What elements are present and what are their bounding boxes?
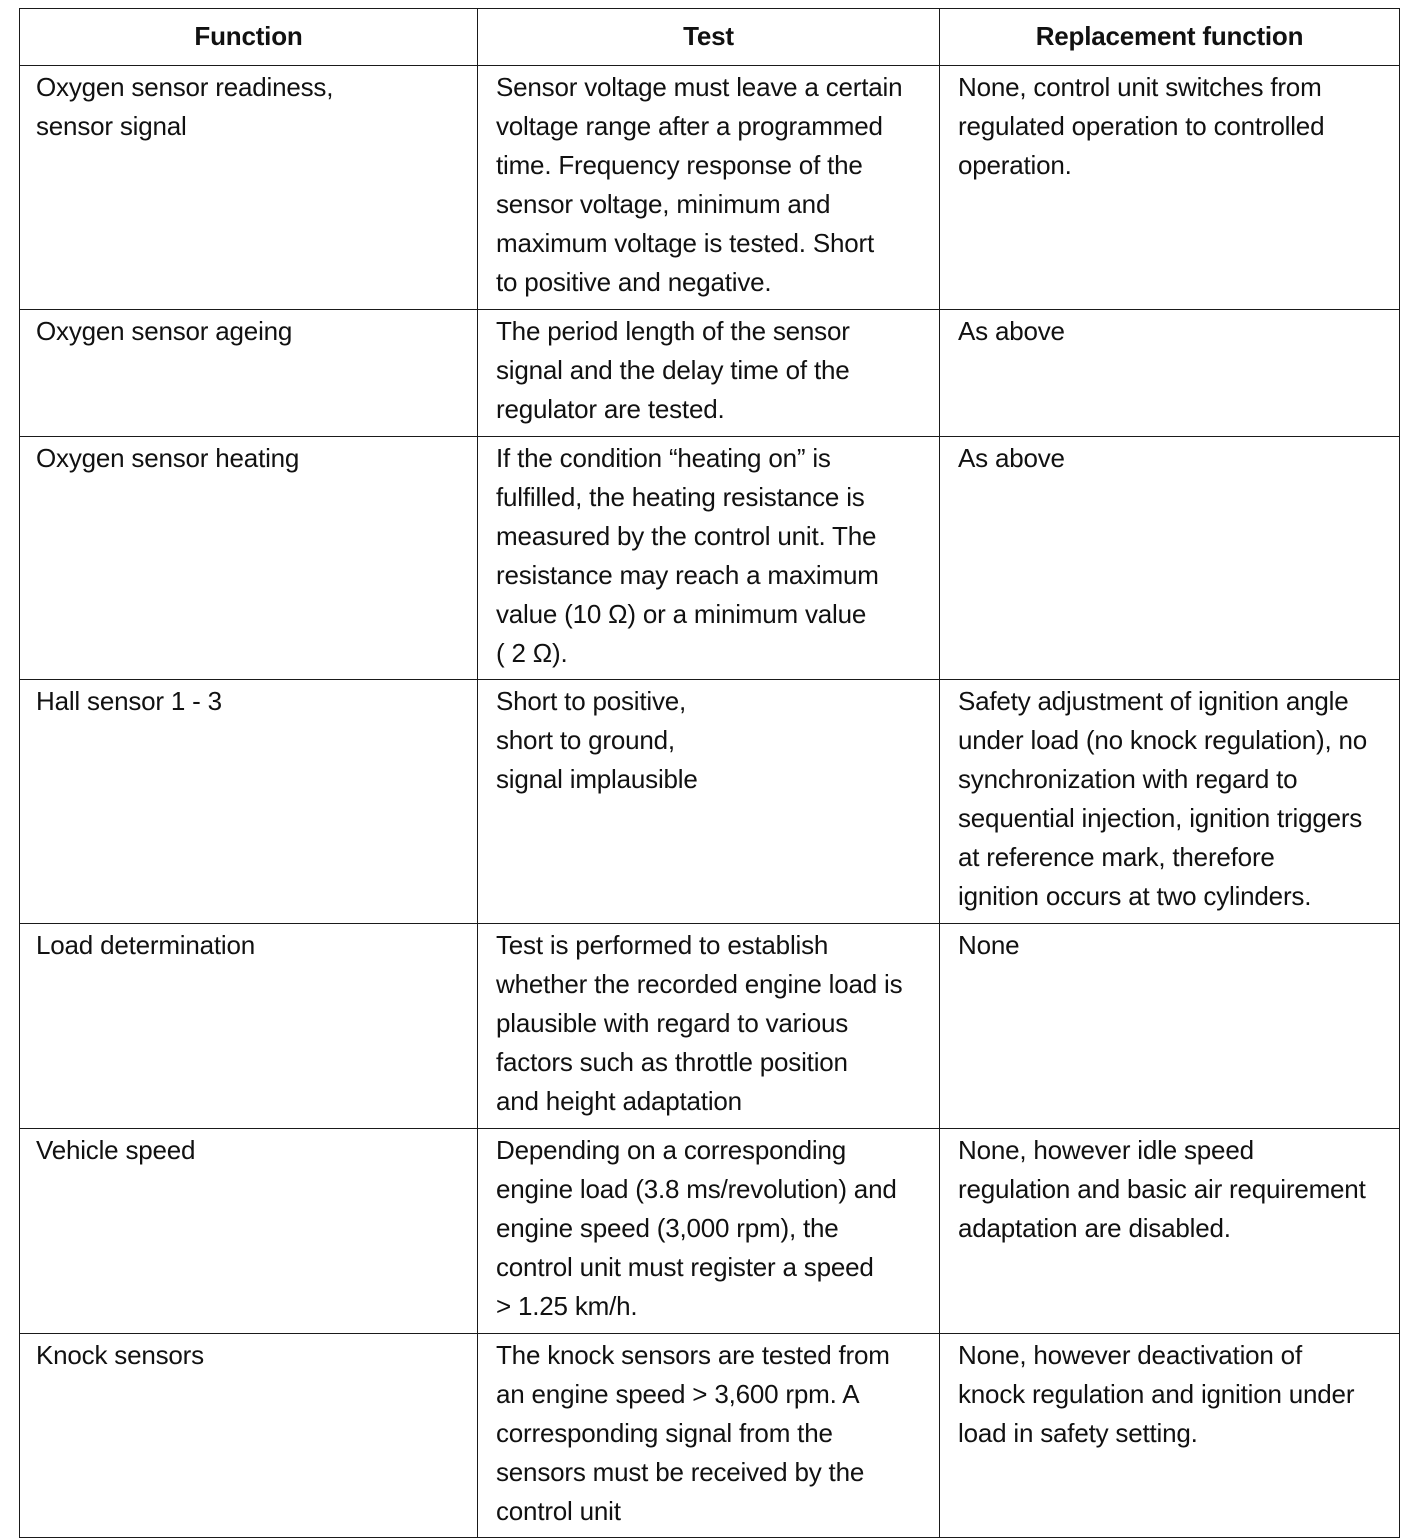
replacement-cell — [940, 310, 1400, 437]
table-body — [20, 66, 1400, 1538]
function-text: Knock sensors — [36, 1340, 204, 1370]
function-cell — [20, 1334, 478, 1538]
diagnostics-table — [19, 8, 1400, 1538]
function-text: Vehicle speed — [36, 1135, 196, 1165]
replacement-cell — [940, 680, 1400, 924]
header-replacement-function: Replacement function — [940, 9, 1400, 66]
replacement-text: None, however deactivation of knock regulation and ignition under load in safety setting. — [958, 1340, 1355, 1448]
function-cell — [20, 1129, 478, 1334]
replacement-text: As above — [958, 443, 1065, 473]
replacement-cell — [940, 1334, 1400, 1538]
table-row — [20, 437, 1400, 680]
header-row — [20, 9, 1400, 66]
header-function: Function — [20, 9, 478, 66]
function-text: Load determination — [36, 930, 255, 960]
table-row — [20, 924, 1400, 1129]
replacement-cell — [940, 437, 1400, 680]
function-cell — [20, 310, 478, 437]
function-cell — [20, 924, 478, 1129]
replacement-text: As above — [958, 316, 1065, 346]
test-text: The period length of the sensor signal and the delay time of the regulator are tested. — [496, 316, 850, 424]
test-cell — [478, 924, 940, 1129]
function-cell — [20, 437, 478, 680]
table-row — [20, 1334, 1400, 1538]
test-text: Test is performed to establish whether the recorded engine load is plausible with regard to various factors such as throttle position and height adaptation — [496, 930, 903, 1116]
table-row — [20, 680, 1400, 924]
function-text: Hall sensor 1 - 3 — [36, 686, 222, 716]
test-text: Sensor voltage must leave a certain voltage range after a programmed time. Frequency response of the sensor voltage, minimum and maximum voltage is tested. Short to positive and negative. — [496, 72, 903, 297]
test-text: Short to positive, short to ground, signal implausible — [496, 686, 698, 794]
function-cell — [20, 66, 478, 310]
test-cell — [478, 1334, 940, 1538]
replacement-text: None, however idle speed regulation and basic air requirement adaptation are disabled. — [958, 1135, 1366, 1243]
replacement-cell — [940, 66, 1400, 310]
test-text: The knock sensors are tested from an engine speed > 3,600 rpm. A corresponding signal from the sensors must be received by the control unit — [496, 1340, 890, 1526]
table-row — [20, 310, 1400, 437]
replacement-text: Safety adjustment of ignition angle under load (no knock regulation), no synchronization with regard to sequential injection, ignition triggers at reference mark, therefore ignition occurs at two cylinders. — [958, 686, 1368, 911]
test-cell — [478, 437, 940, 680]
test-cell — [478, 1129, 940, 1334]
replacement-text: None, control unit switches from regulated operation to controlled operation. — [958, 72, 1325, 180]
function-cell — [20, 680, 478, 924]
function-text: Oxygen sensor heating — [36, 443, 300, 473]
test-cell — [478, 680, 940, 924]
replacement-cell — [940, 1129, 1400, 1334]
function-text: Oxygen sensor ageing — [36, 316, 293, 346]
test-cell — [478, 66, 940, 310]
function-text: Oxygen sensor readiness, sensor signal — [36, 72, 334, 141]
test-text: If the condition “heating on” is fulfilled, the heating resistance is measured by the control unit. The resistance may reach a maximum value (10 Ω) or a minimum value ( 2 Ω). — [496, 443, 879, 668]
replacement-cell — [940, 924, 1400, 1129]
header-test: Test — [478, 9, 940, 66]
test-text: Depending on a corresponding engine load (3.8 ms/revolution) and engine speed (3,000 rpm), the control unit must register a speed > 1.25 km/h. — [496, 1135, 897, 1321]
table-header — [20, 9, 1400, 66]
test-cell — [478, 310, 940, 437]
table-row — [20, 66, 1400, 310]
replacement-text: None — [958, 930, 1020, 960]
table-row — [20, 1129, 1400, 1334]
